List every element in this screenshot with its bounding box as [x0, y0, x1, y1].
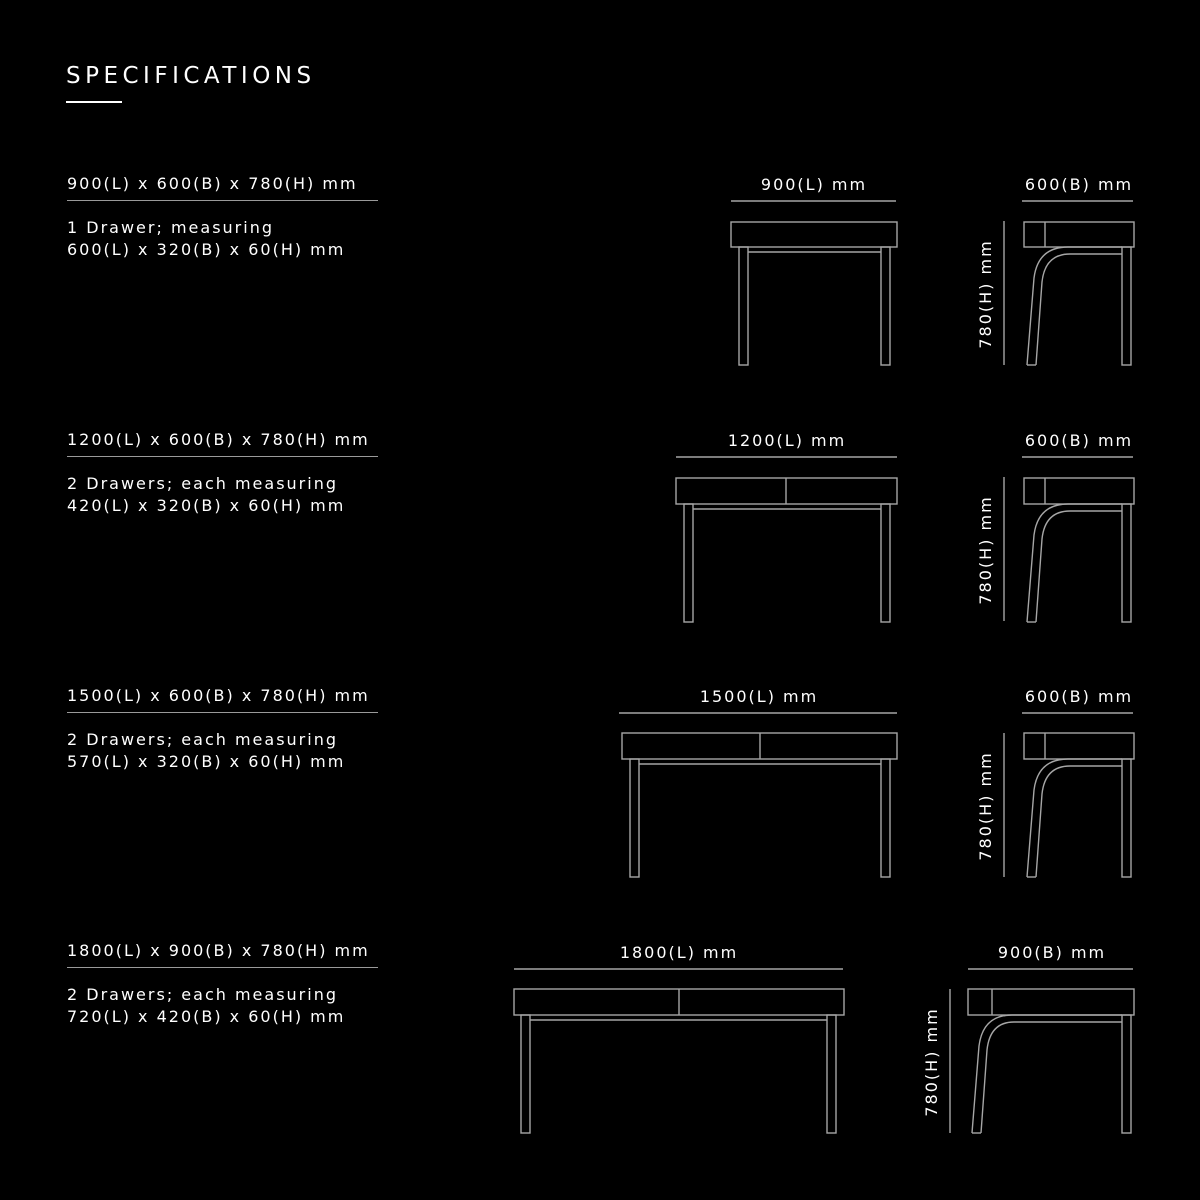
table-leg	[1122, 759, 1131, 877]
front-view-900	[731, 201, 897, 365]
curved-leg	[1027, 247, 1122, 365]
drawer-count-text: 1 Drawer; measuring	[67, 218, 274, 237]
height-label: 780(H) mm	[976, 239, 995, 349]
side-view-1500	[1004, 713, 1134, 877]
front-view-1800	[514, 969, 844, 1133]
table-leg	[881, 504, 890, 622]
curved-leg	[1036, 766, 1122, 877]
table-top	[731, 222, 897, 247]
curved-leg	[972, 1015, 1122, 1133]
table-top	[1024, 222, 1134, 247]
table-leg	[1122, 504, 1131, 622]
side-view-1800	[950, 969, 1134, 1133]
table-leg	[1122, 1015, 1131, 1133]
table-leg	[881, 247, 890, 365]
drawer-count-text: 2 Drawers; each measuring	[67, 730, 338, 749]
curved-leg	[981, 1022, 1122, 1133]
front-view-1500	[619, 713, 897, 877]
table-top	[1024, 478, 1134, 504]
breadth-label: 600(B) mm	[1024, 431, 1134, 450]
table-top	[1024, 733, 1134, 759]
spec-size: 1800(L) x 900(B) x 780(H) mm	[67, 941, 370, 960]
page-title: SPECIFICATIONS	[66, 63, 316, 89]
height-label: 780(H) mm	[922, 1007, 941, 1117]
side-view-1200	[1004, 457, 1134, 622]
table-leg	[739, 247, 748, 365]
length-label: 1800(L) mm	[619, 943, 739, 962]
drawer-count-text: 2 Drawers; each measuring	[67, 985, 338, 1004]
drawer-dimensions-text: 570(L) x 320(B) x 60(H) mm	[67, 752, 346, 771]
table-leg	[630, 759, 639, 877]
drawer-dimensions-text: 420(L) x 320(B) x 60(H) mm	[67, 496, 346, 515]
curved-leg	[1027, 504, 1122, 622]
curved-leg	[1036, 511, 1122, 622]
breadth-label: 600(B) mm	[1024, 175, 1134, 194]
table-leg	[684, 504, 693, 622]
drawer-dimensions-text: 600(L) x 320(B) x 60(H) mm	[67, 240, 346, 259]
table-leg	[827, 1015, 836, 1133]
length-label: 900(L) mm	[760, 175, 868, 194]
spec-size: 1200(L) x 600(B) x 780(H) mm	[67, 430, 370, 449]
height-label: 780(H) mm	[976, 495, 995, 605]
table-top	[968, 989, 1134, 1015]
table-leg	[1122, 247, 1131, 365]
table-leg	[881, 759, 890, 877]
spec-size: 900(L) x 600(B) x 780(H) mm	[67, 174, 358, 193]
side-view-900	[1004, 201, 1134, 365]
length-label: 1500(L) mm	[699, 687, 819, 706]
front-view-1200	[676, 457, 897, 622]
curved-leg	[1036, 254, 1122, 365]
height-label: 780(H) mm	[976, 751, 995, 861]
drawer-count-text: 2 Drawers; each measuring	[67, 474, 338, 493]
breadth-label: 900(B) mm	[997, 943, 1107, 962]
table-leg	[521, 1015, 530, 1133]
curved-leg	[1027, 759, 1122, 877]
breadth-label: 600(B) mm	[1024, 687, 1134, 706]
length-label: 1200(L) mm	[727, 431, 847, 450]
drawer-dimensions-text: 720(L) x 420(B) x 60(H) mm	[67, 1007, 346, 1026]
spec-size: 1500(L) x 600(B) x 780(H) mm	[67, 686, 370, 705]
